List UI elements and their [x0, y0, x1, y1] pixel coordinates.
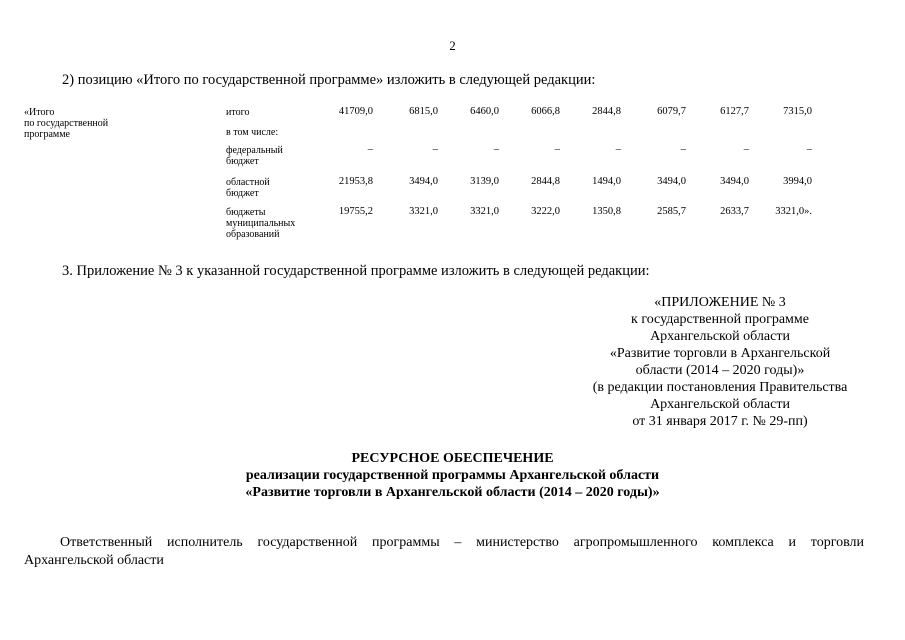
row-label-line: областной: [226, 177, 270, 188]
table-cell: –: [493, 144, 499, 155]
row-label: [226, 107, 249, 118]
row-label: [226, 145, 283, 167]
row-label: [226, 207, 295, 240]
row-label: [226, 127, 278, 138]
item-3-text: 3. Приложение № 3 к указанной государственной программе изложить в следующей редакции:: [62, 263, 650, 279]
page-number: 2: [449, 38, 456, 53]
table-cell: 1350,8: [592, 206, 621, 217]
position-label-line: «Итого: [24, 107, 55, 118]
row-label-line: федеральный: [226, 145, 283, 156]
table-cell: 19755,2: [338, 206, 373, 217]
section-subheading: «Развитие торговли в Архангельской области (2014 – 2020 годы)»: [245, 485, 660, 500]
appendix-line: области (2014 – 2020 годы)»: [635, 363, 805, 378]
appendix-line: от 31 января 2017 г. № 29-пп): [632, 414, 808, 429]
table-cell: 41709,0: [338, 106, 373, 117]
section-heading: РЕСУРСНОЕ ОБЕСПЕЧЕНИЕ: [351, 451, 554, 466]
responsible-line: Ответственный исполнитель государственной программы – министерство агропромышленного комплекса и торговли: [60, 535, 864, 550]
table-cell: 6815,0: [409, 106, 438, 117]
responsible-line: Архангельской области: [24, 553, 164, 568]
table-cell: 3139,0: [470, 176, 499, 187]
table-cell: 3321,0: [470, 206, 499, 217]
table-cell: 21953,8: [338, 176, 373, 187]
appendix-line: «Развитие торговли в Архангельской: [609, 346, 831, 361]
row-label-line: муниципальных: [226, 218, 296, 229]
appendix-line: к государственной программе: [631, 312, 809, 327]
appendix-line: (в редакции постановления Правительства: [592, 380, 848, 395]
table-cell: –: [367, 144, 373, 155]
table-cell: 2585,7: [657, 206, 686, 217]
row-label: [226, 177, 270, 199]
table-cell: 2844,8: [531, 176, 560, 187]
table-cell: 3222,0: [531, 206, 560, 217]
table-cell: 3321,0».: [775, 206, 812, 217]
table-cell: 3494,0: [657, 176, 686, 187]
table-cell: 1494,0: [592, 176, 621, 187]
table-cell: 7315,0: [783, 106, 812, 117]
table-cell: –: [554, 144, 560, 155]
row-label-line: бюджеты: [226, 207, 266, 218]
appendix-line: Архангельской области: [650, 329, 790, 344]
row-label-line: итого: [226, 107, 250, 118]
table-cell: 2844,8: [592, 106, 621, 117]
row-label-line: бюджет: [226, 156, 259, 167]
item-2-text: 2) позицию «Итого по государственной программе» изложить в следующей редакции:: [62, 72, 596, 88]
position-label-line: по государственной: [24, 118, 109, 129]
appendix-line: Архангельской области: [650, 397, 790, 412]
section-subheading: реализации государственной программы Архангельской области: [245, 468, 660, 483]
position-label-line: программе: [24, 129, 70, 140]
row-label-line: в том числе:: [226, 127, 279, 138]
table-cell: –: [432, 144, 438, 155]
row-label-line: бюджет: [226, 188, 259, 199]
table-cell: 6127,7: [720, 106, 749, 117]
table-cell: 3494,0: [720, 176, 749, 187]
table-position-label: [24, 107, 108, 140]
table-cell: 6066,8: [531, 106, 560, 117]
row-label-line: образований: [226, 229, 280, 240]
table-cell: –: [806, 144, 812, 155]
appendix-header: [540, 294, 900, 430]
responsible-executor: [24, 534, 864, 570]
table-cell: 6079,7: [657, 106, 686, 117]
table-cell: –: [680, 144, 686, 155]
table-cell: 3494,0: [409, 176, 438, 187]
table-cell: 3994,0: [783, 176, 812, 187]
table-cell: 2633,7: [720, 206, 749, 217]
table-cell: 6460,0: [470, 106, 499, 117]
table-cell: –: [615, 144, 621, 155]
table-cell: 3321,0: [409, 206, 438, 217]
appendix-line: «ПРИЛОЖЕНИЕ № 3: [654, 295, 786, 310]
table-cell: –: [743, 144, 749, 155]
